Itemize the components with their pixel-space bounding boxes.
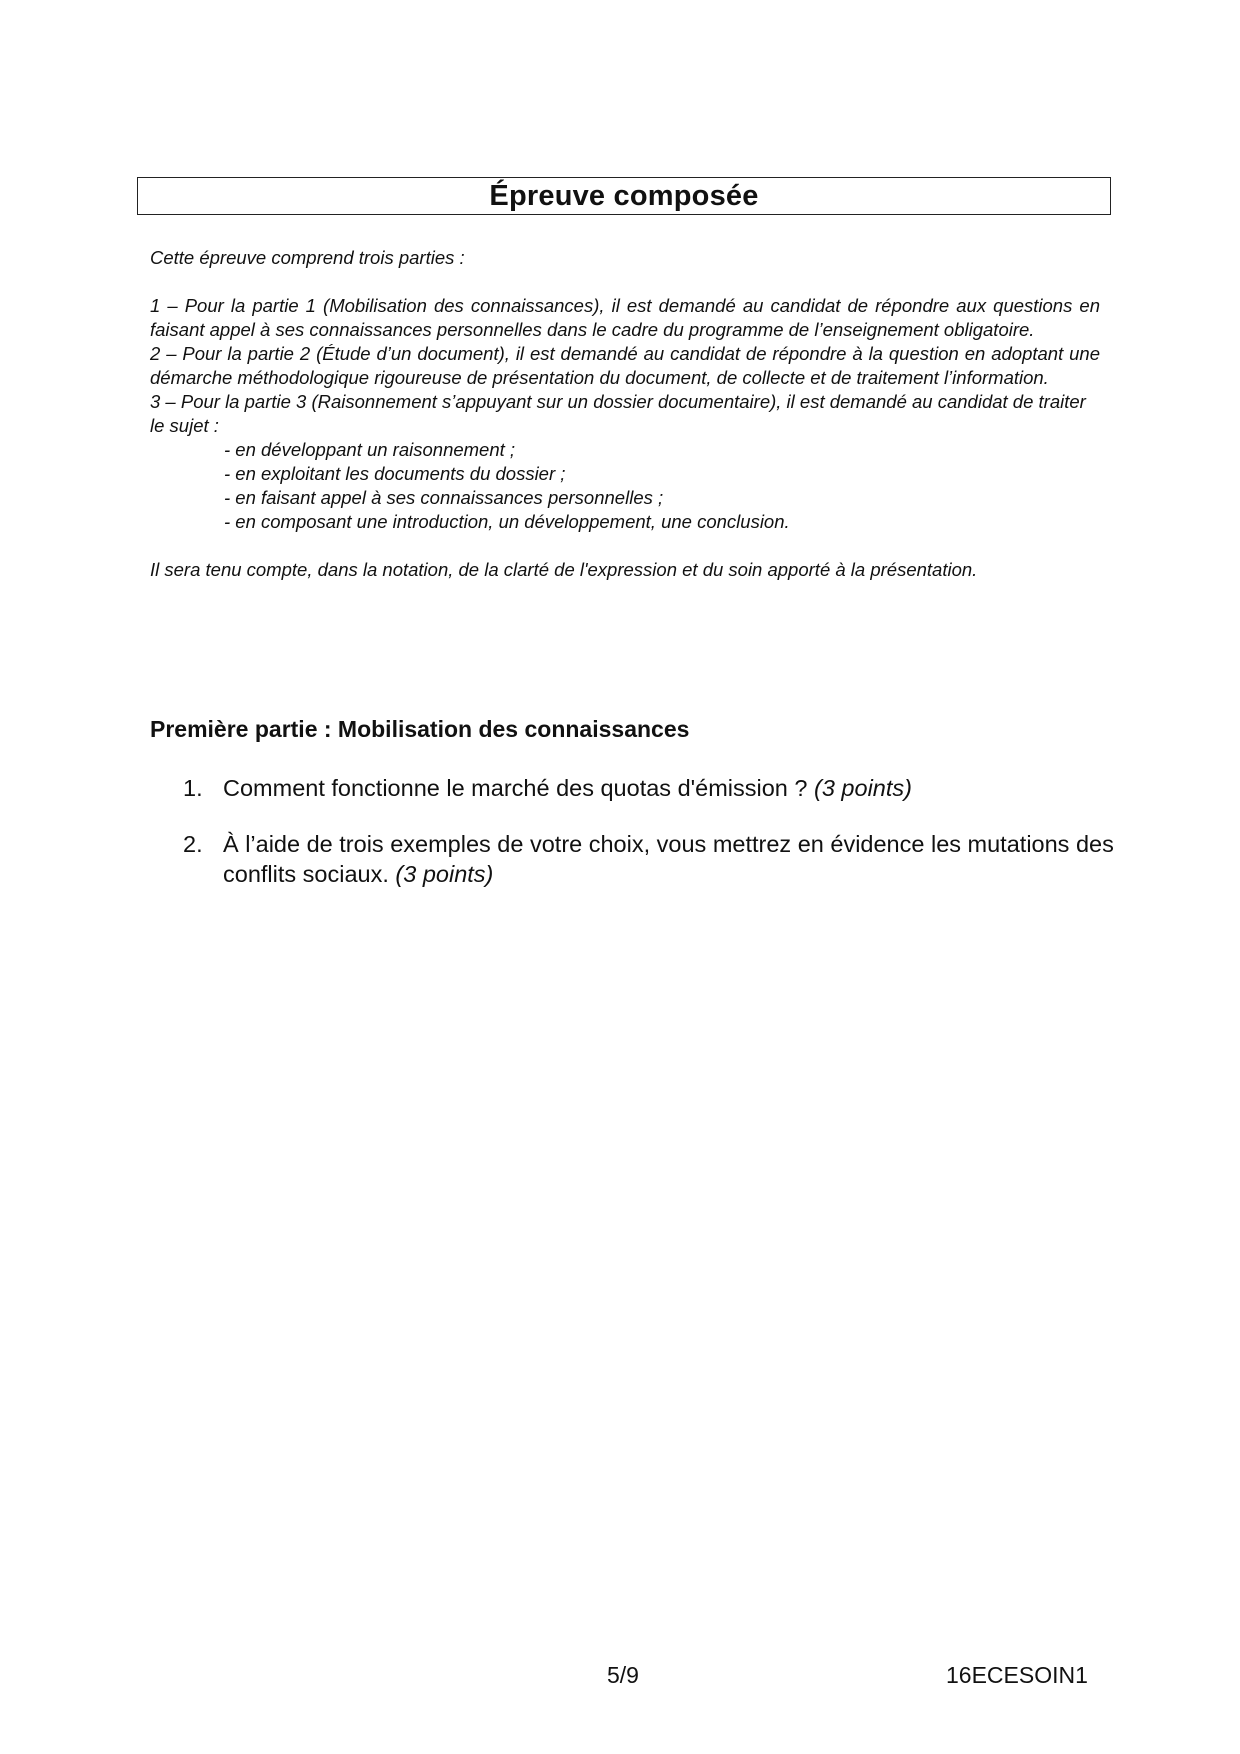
criteria-item: - en exploitant les documents du dossier ; <box>224 463 566 484</box>
intro-text: Cette épreuve comprend trois parties : <box>150 247 465 268</box>
instruction-part-2: 2 – Pour la partie 2 (Étude d’un document), il est demandé au candidat de répondre à la question en adoptant une démarche méthodologique rigoureuse de présentation du document, de collecte et de traitement l’information. <box>150 343 1100 388</box>
question-points: (3 points) <box>814 775 912 801</box>
instruction-part-1: 1 – Pour la partie 1 (Mobilisation des connaissances), il est demandé au candidat de répondre aux questions en faisant appel à ses connaissances personnelles dans le cadre du programme de l’enseignement obligatoire. <box>150 295 1100 340</box>
section-title: Première partie : Mobilisation des connaissances <box>150 716 690 742</box>
criteria-item: - en développant un raisonnement ; <box>224 439 516 460</box>
question-text-wrap <box>223 773 1115 803</box>
spacer <box>150 534 1100 558</box>
title-box <box>137 177 1111 215</box>
page-number: 5/9 <box>607 1662 639 1688</box>
criteria-item: - en faisant appel à ses connaissances personnelles ; <box>224 487 664 508</box>
question-text: Comment fonctionne le marché des quotas d'émission ? <box>223 775 814 801</box>
question-item <box>150 829 1115 889</box>
question-item <box>150 773 1115 803</box>
criteria-item: - en composant une introduction, un développement, une conclusion. <box>224 511 790 532</box>
document-code: 16ECESOIN1 <box>946 1662 1088 1688</box>
question-number: 1. <box>183 775 203 801</box>
question-points: (3 points) <box>395 861 494 887</box>
instructions-block <box>150 246 1100 582</box>
question-number: 2. <box>183 831 203 857</box>
spacer <box>150 270 1100 294</box>
question-text-wrap <box>223 829 1115 889</box>
question-text: À l’aide de trois exemples de votre choix, vous mettrez en évidence les mutations des conflits sociaux. <box>223 831 1114 887</box>
page-title: Épreuve composée <box>489 179 759 212</box>
question-number-wrap <box>150 829 223 889</box>
question-number-wrap <box>150 773 223 803</box>
grading-note: Il sera tenu compte, dans la notation, de la clarté de l'expression et du soin apporté à la présentation. <box>150 559 978 580</box>
questions-list <box>150 773 1115 915</box>
instruction-part-3: 3 – Pour la partie 3 (Raisonnement s’appuyant sur un dossier documentaire), il est demandé au candidat de traiter le sujet : <box>150 391 1086 436</box>
criteria-list <box>150 438 1100 534</box>
